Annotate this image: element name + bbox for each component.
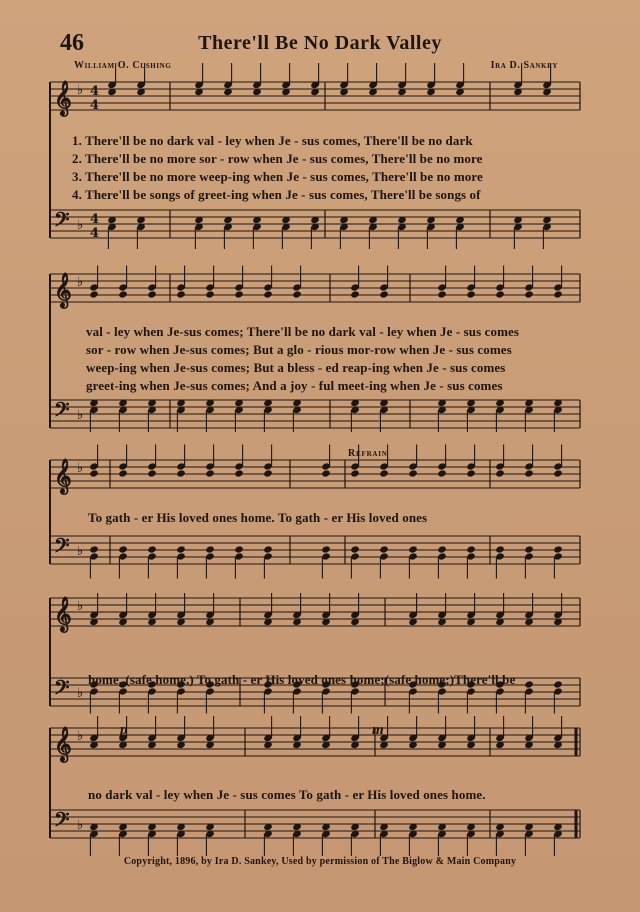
- bass-clef-icon: 𝄢: [54, 207, 70, 236]
- treble-clef-icon: 𝄞: [54, 273, 72, 308]
- note-head: [89, 545, 99, 553]
- flat-sign-icon: ♭: [77, 544, 84, 559]
- note-head: [524, 290, 534, 298]
- note-head: [118, 469, 128, 477]
- note-head: [89, 290, 99, 298]
- note-head: [408, 545, 418, 553]
- refrain-lyrics-2: home, (safe home,) To gath - er His loved ones home;(safe home;)There'll be: [88, 672, 516, 687]
- bass-clef-icon: 𝄢: [54, 675, 70, 704]
- note-head: [205, 469, 215, 477]
- verse-2-line-1: 2. There'll be no more sor - row when Je - sus comes, There'll be no more: [72, 151, 483, 166]
- note-head: [408, 469, 418, 477]
- flat-sign-icon: ♭: [77, 729, 84, 744]
- dynamic-piano: p: [120, 722, 128, 738]
- note-head: [292, 290, 302, 298]
- note-head: [524, 469, 534, 477]
- note-head: [437, 469, 447, 477]
- flat-sign-icon: ♭: [77, 275, 84, 290]
- note-head: [234, 545, 244, 553]
- note-head: [466, 545, 476, 553]
- note-head: [437, 545, 447, 553]
- bass-clef-icon: 𝄢: [54, 397, 70, 426]
- refrain-lyrics-1: To gath - er His loved ones home. To gath - er His loved ones: [88, 510, 428, 525]
- verse-4-line-2: greet-ing when Je-sus comes; And a joy - ful meet-ing when Je - sus comes: [86, 378, 503, 393]
- note-head: [379, 290, 389, 298]
- note-head: [553, 469, 563, 477]
- note-head: [350, 545, 360, 553]
- note-head: [379, 545, 389, 553]
- note-head: [495, 545, 505, 553]
- note-head: [147, 469, 157, 477]
- flat-sign-icon: ♭: [77, 461, 84, 476]
- note-head: [147, 290, 157, 298]
- note-head: [234, 290, 244, 298]
- note-head: [466, 469, 476, 477]
- note-head: [118, 290, 128, 298]
- note-head: [495, 469, 505, 477]
- note-head: [524, 680, 534, 688]
- bass-clef-icon: 𝄢: [54, 807, 70, 836]
- flat-sign-icon: ♭: [77, 408, 84, 423]
- note-head: [321, 545, 331, 553]
- refrain-lyrics-3: no dark val - ley when Je - sus comes To gath - er His loved ones home.: [88, 787, 486, 802]
- note-head: [205, 545, 215, 553]
- note-head: [176, 469, 186, 477]
- note-head: [263, 290, 273, 298]
- treble-clef-icon: 𝄞: [54, 81, 72, 116]
- verse-1-line-2: val - ley when Je-sus comes; There'll be no dark val - ley when Je - sus comes: [86, 324, 520, 339]
- flat-sign-icon: ♭: [77, 599, 84, 614]
- page-number: 46: [60, 30, 84, 56]
- bass-clef-icon: 𝄢: [54, 533, 70, 562]
- note-head: [553, 545, 563, 553]
- note-head: [205, 290, 215, 298]
- treble-clef-icon: 𝄞: [54, 459, 72, 494]
- time-signature-bottom: 4: [90, 226, 100, 241]
- refrain-label: Refrain: [348, 448, 388, 459]
- flat-sign-icon: ♭: [77, 83, 84, 98]
- note-head: [495, 290, 505, 298]
- time-signature-top: 4: [90, 84, 100, 99]
- note-head: [147, 545, 157, 553]
- note-head: [176, 545, 186, 553]
- verse-3-line-1: 3. There'll be no more weep-ing when Je - sus comes, There'll be no more: [72, 169, 483, 184]
- flat-sign-icon: ♭: [77, 686, 84, 701]
- note-head: [321, 469, 331, 477]
- hymn-title: There'll Be No Dark Valley: [198, 32, 442, 54]
- treble-clef-icon: 𝄞: [54, 597, 72, 632]
- time-signature-bottom: 4: [90, 98, 100, 113]
- verse-1-line-1: 1. There'll be no dark val - ley when Je - sus comes, There'll be no dark: [72, 133, 473, 148]
- note-head: [234, 469, 244, 477]
- note-head: [176, 290, 186, 298]
- note-head: [524, 545, 534, 553]
- treble-clef-icon: 𝄞: [54, 727, 72, 762]
- note-head: [350, 290, 360, 298]
- author-credit: William O. Cushing: [74, 60, 172, 71]
- flat-sign-icon: ♭: [77, 218, 84, 233]
- note-head: [118, 545, 128, 553]
- flat-sign-icon: ♭: [77, 818, 84, 833]
- note-head: [263, 545, 273, 553]
- note-head: [553, 680, 563, 688]
- dynamic-mezzo: m: [372, 722, 384, 738]
- note-head: [553, 290, 563, 298]
- note-head: [379, 469, 389, 477]
- note-head: [263, 469, 273, 477]
- note-head: [350, 469, 360, 477]
- note-head: [437, 290, 447, 298]
- composer-credit: Ira D. Sankey: [490, 60, 558, 71]
- note-head: [466, 290, 476, 298]
- copyright-notice: Copyright, 1896, by Ira D. Sankey, Used by permission of The Biglow & Main Company: [123, 856, 517, 867]
- verse-4-line-1: 4. There'll be songs of greet-ing when Je - sus comes, There'll be songs of: [72, 187, 481, 202]
- verse-2-line-2: sor - row when Je-sus comes; But a glo - rious mor-row when Je - sus comes: [86, 342, 512, 357]
- note-head: [89, 469, 99, 477]
- time-signature-top: 4: [90, 212, 100, 227]
- verse-3-line-2: weep-ing when Je-sus comes; But a bless - ed reap-ing when Je - sus comes: [86, 360, 506, 375]
